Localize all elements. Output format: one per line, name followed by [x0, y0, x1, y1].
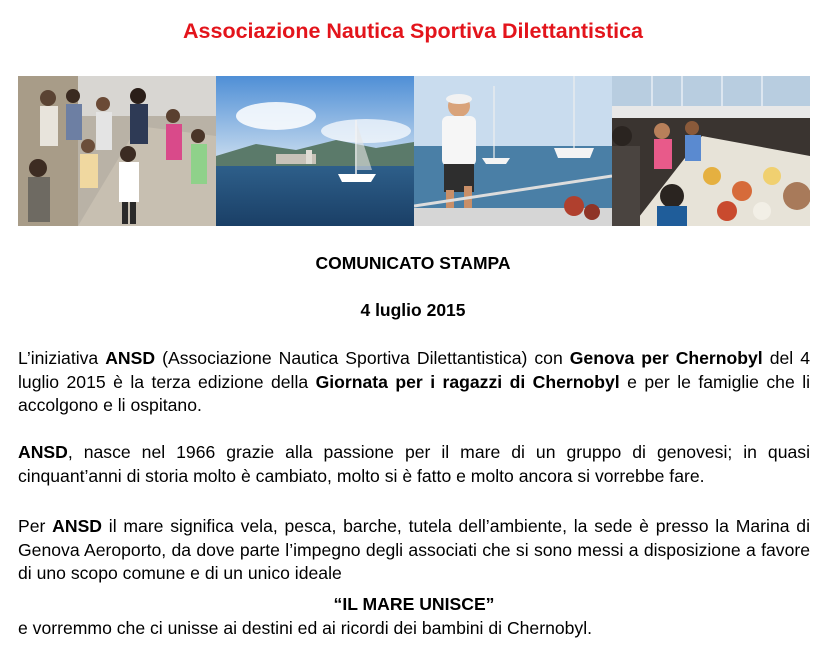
ansd-bold: ANSD [105, 348, 156, 368]
text-span: L’iniziativa [18, 348, 106, 368]
photo-strip [18, 76, 810, 226]
ansd-bold: ANSD [52, 516, 103, 536]
organization-title: Associazione Nautica Sportiva Dilettantistica [183, 19, 643, 43]
man-on-boat-photo [414, 76, 612, 226]
harbor-lunch-table-photo [612, 76, 810, 226]
press-release-date: 4 luglio 2015 [360, 300, 466, 320]
paragraph-mission [18, 515, 810, 586]
paragraph-initiative [18, 347, 810, 418]
text-span: , nasce nel 1966 grazie alla passione per il mare di un gruppo di genovesi; in quasi cinquant’anni di storia molto è cambiato, molto si è fatto e molto ancora si vorrebbe fare. [18, 442, 810, 486]
sailboat-at-sea-photo [216, 76, 414, 226]
text-span: Per [18, 516, 53, 536]
giornata-bold: Giornata per i ragazzi di Chernobyl [315, 371, 620, 392]
text-span: il mare significa vela, pesca, barche, tutela dell’ambiente, la sede è presso la Marina di Genova Aeroporto, da dove parte l’impegno degli associati che si sono messi a disposizione a favore di uno scopo comune e di un unico ideale [18, 516, 810, 583]
text-span: (Associazione Nautica Sportiva Dilettantistica) con [155, 348, 570, 368]
motto: “IL MARE UNISCE” [333, 594, 495, 614]
closing-line: e vorremmo che ci unisse ai destini ed ai ricordi dei bambini di Chernobyl. [18, 618, 593, 638]
paragraph-history [18, 441, 810, 488]
genova-per-chernobyl-bold: Genova per Chernobyl [569, 348, 763, 368]
ansd-bold: ANSD [18, 442, 68, 462]
text-span: e per le famiglie che li accolgono e li ospitano. [18, 371, 811, 415]
text-span: del 4 luglio 2015 è la terza edizione della [18, 348, 810, 392]
press-release-heading: COMUNICATO STAMPA [315, 253, 511, 273]
children-on-dock-photo [18, 76, 216, 226]
